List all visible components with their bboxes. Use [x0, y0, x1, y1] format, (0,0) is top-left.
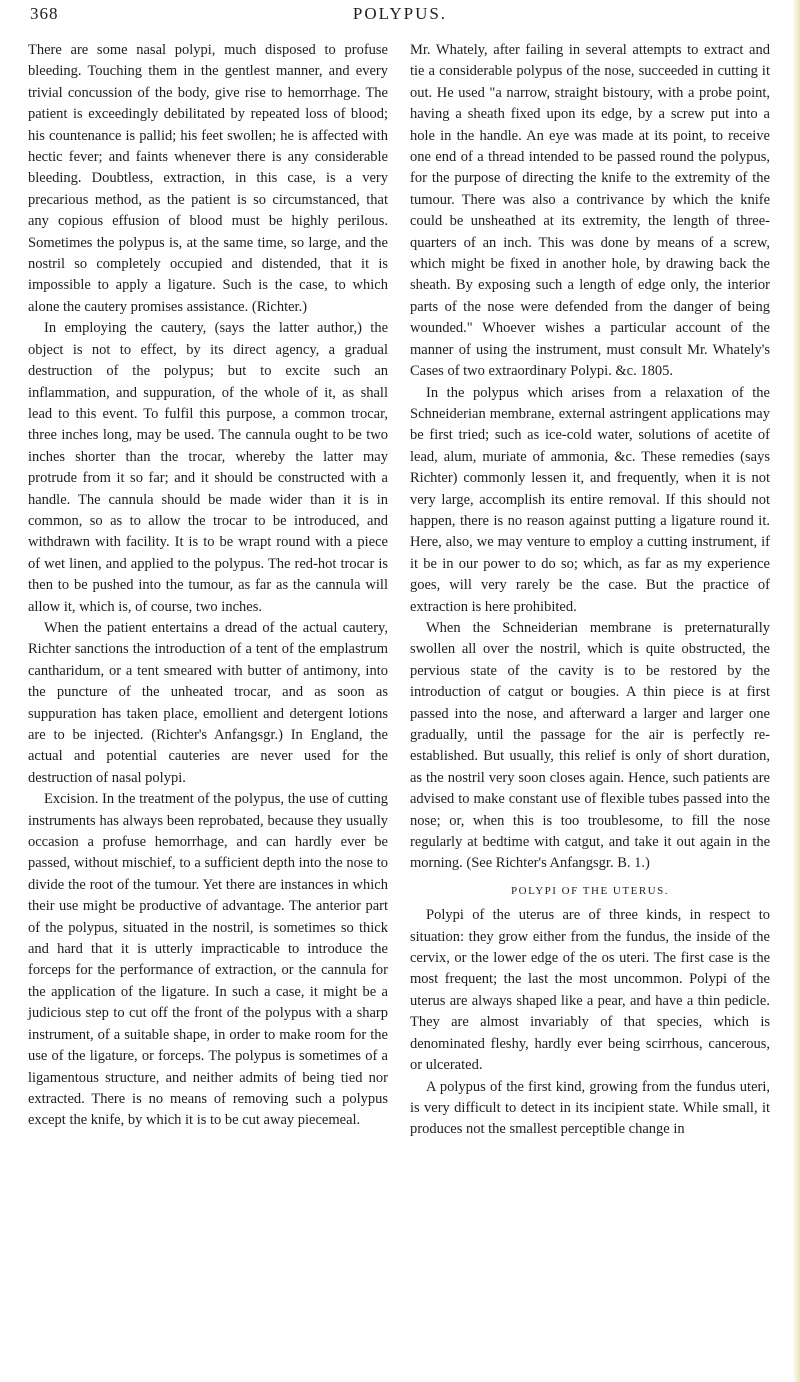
paragraph: Polypi of the uterus are of three kinds, in respect to situation: they grow either from the fundus, the inside of the cervix, or the lower edge of the os uteri. The first case is the most frequent; the last the most uncommon. Polypi of the uterus are always shaped like a pear, and have a thin pedicle. They are almost invariably of that species, which is denominated fleshy, hardly ever being scirrhous, cancerous, or ulcerated.: [410, 907, 770, 1074]
paragraph: In employing the cautery, (says the latter author,) the object is not to effect, by its direct agency, a gradual destruction of the polypus; but to excite such an inflammation, and suppuration, of the whole of it, as shall lead to this event. To fulfil this purpose, a common trocar, three inches long, may be used. The cannula ought to be two inches shorter than the trocar, whereby the latter may protrude from it so far; and it should be constructed with a handle. The cannula should be made wider than it is in common, so as to allow the trocar to be introduced, and withdrawn with facility. It is to be wrapt round with a piece of wet linen, and applied to the polypus. The red-hot trocar is then to be pushed into the tumour, as far as the cannula will allow it, which is, of course, two inches.: [28, 320, 388, 615]
section-heading: POLYPI OF THE UTERUS.: [511, 884, 669, 897]
page-edge: [792, 0, 800, 1382]
paragraph: When the patient entertains a dread of the actual cautery, Richter sanctions the introduction of a tent of the emplastrum cantharidum, or a tent smeared with butter of antimony, into the puncture of the unheated trocar, and as soon as suppuration has taken place, emollient and detergent lotions are to be injected. (Richter's Anfangsgr.) In England, the actual and potential cauteries are never used for the destruction of nasal polypi.: [28, 619, 388, 786]
right-column: [410, 40, 770, 1141]
left-column: [28, 40, 388, 1132]
paragraph: Excision. In the treatment of the polypus, the use of cutting instruments has always been reprobated, because they usually occasion a profuse hemorrhage, and can hardly ever be passed, without mischief, to a sufficient depth into the nose to divide the root of the tumour. Yet there are instances in which their use might be productive of advantage. The anterior part of the polypus, situated in the nostril, is sometimes so thick and hard that it is utterly impracticable to introduce the forceps for the performance of extraction, or the cannula for the application of the ligature. In such a case, it might be a judicious step to cut off the front of the polypus with a sharp instrument, of a suitable shape, in order to make room for the use of the ligature, or forceps. The polypus is sometimes of a ligamentous structure, and neither admits of being tied nor extracted. There is no means of removing such a polypus except the knife, by which it is to be cut away piecemeal.: [28, 791, 388, 1129]
running-head: POLYPUS.: [352, 4, 448, 23]
paragraph: When the Schneiderian membrane is preternaturally swollen all over the nostril, which is quite obstructed, the pervious state of the cavity is to be restored by the introduction of catgut or bougies. A thin piece is at first passed into the nose, and afterward a larger and larger one gradually, until the passage for the air is perfectly re-established. But usually, this relief is only of short duration, as the nostril very soon closes again. Hence, such patients are advised to make constant use of flexible tubes passed into the nose; or, when this is too troublesome, to fill the nose regularly at bedtime with catgut, and take it out again in the morning. (See Richter's Anfangsgr. B. 1.): [410, 619, 770, 872]
paragraph: Mr. Whately, after failing in several attempts to extract and tie a considerable polypus of the nose, succeeded in cutting it out. He used "a narrow, straight bistoury, with a probe point, having a sheath fixed upon its edge, by a screw put into a hole in the handle. An eye was made at its point, to receive one end of a thread intended to be passed round the polypus, for the purpose of directing the knife to the extremity of the tumour. There was also a contrivance by which the knife could be unsheathed at its extremity, the length of three-quarters of an inch. This was done by means of a screw, which might be fixed in another hole, by drawing back the sheath. By exposing such a length of edge only, the interior parts of the nose were defended from the danger of being wounded." Whoever wishes a particular account of the manner of using the instrument, must consult Mr. Whately's Cases of two extraordinary Polypi. &c. 1805.: [410, 42, 770, 380]
paragraph: A polypus of the first kind, growing from the fundus uteri, is very difficult to detect in its incipient state. While small, it produces not the smallest perceptible change in: [410, 1078, 770, 1138]
page-header: [20, 4, 780, 28]
paragraph: There are some nasal polypi, much disposed to profuse bleeding. Touching them in the gentlest manner, and every trivial concussion of the body, give rise to hemorrhage. The patient is exceedingly debilitated by repeated loss of blood; his countenance is pallid; his feet swollen; he is affected with hectic fever; and faints whenever there is any considerable bleeding. Doubtless, extraction, in this case, is a very precarious method, as the patient is so circumstanced, that any copious effusion of blood must be highly perilous. Sometimes the polypus is, at the same time, so large, and the nostril so completely occupied and distended, that it is impossible to apply a ligature. Such is the case, to which alone the cautery promises assistance. (Richter.): [28, 42, 388, 315]
paragraph: In the polypus which arises from a relaxation of the Schneiderian membrane, external astringent applications may be first tried; such as ice-cold water, solutions of acetite of lead, alum, muriate of ammonia, &c. These remedies (says Richter) commonly lessen it, and frequently, when it is not very large, accomplish its entire removal. If this should not happen, there is no reason against putting a ligature round it. Here, also, we may venture to employ a cutting instrument, if it be in our power to do so; which, as far as my experience goes, will very rarely be the case. But the practice of extraction is here prohibited.: [410, 384, 770, 615]
page-number: 368: [30, 4, 59, 23]
